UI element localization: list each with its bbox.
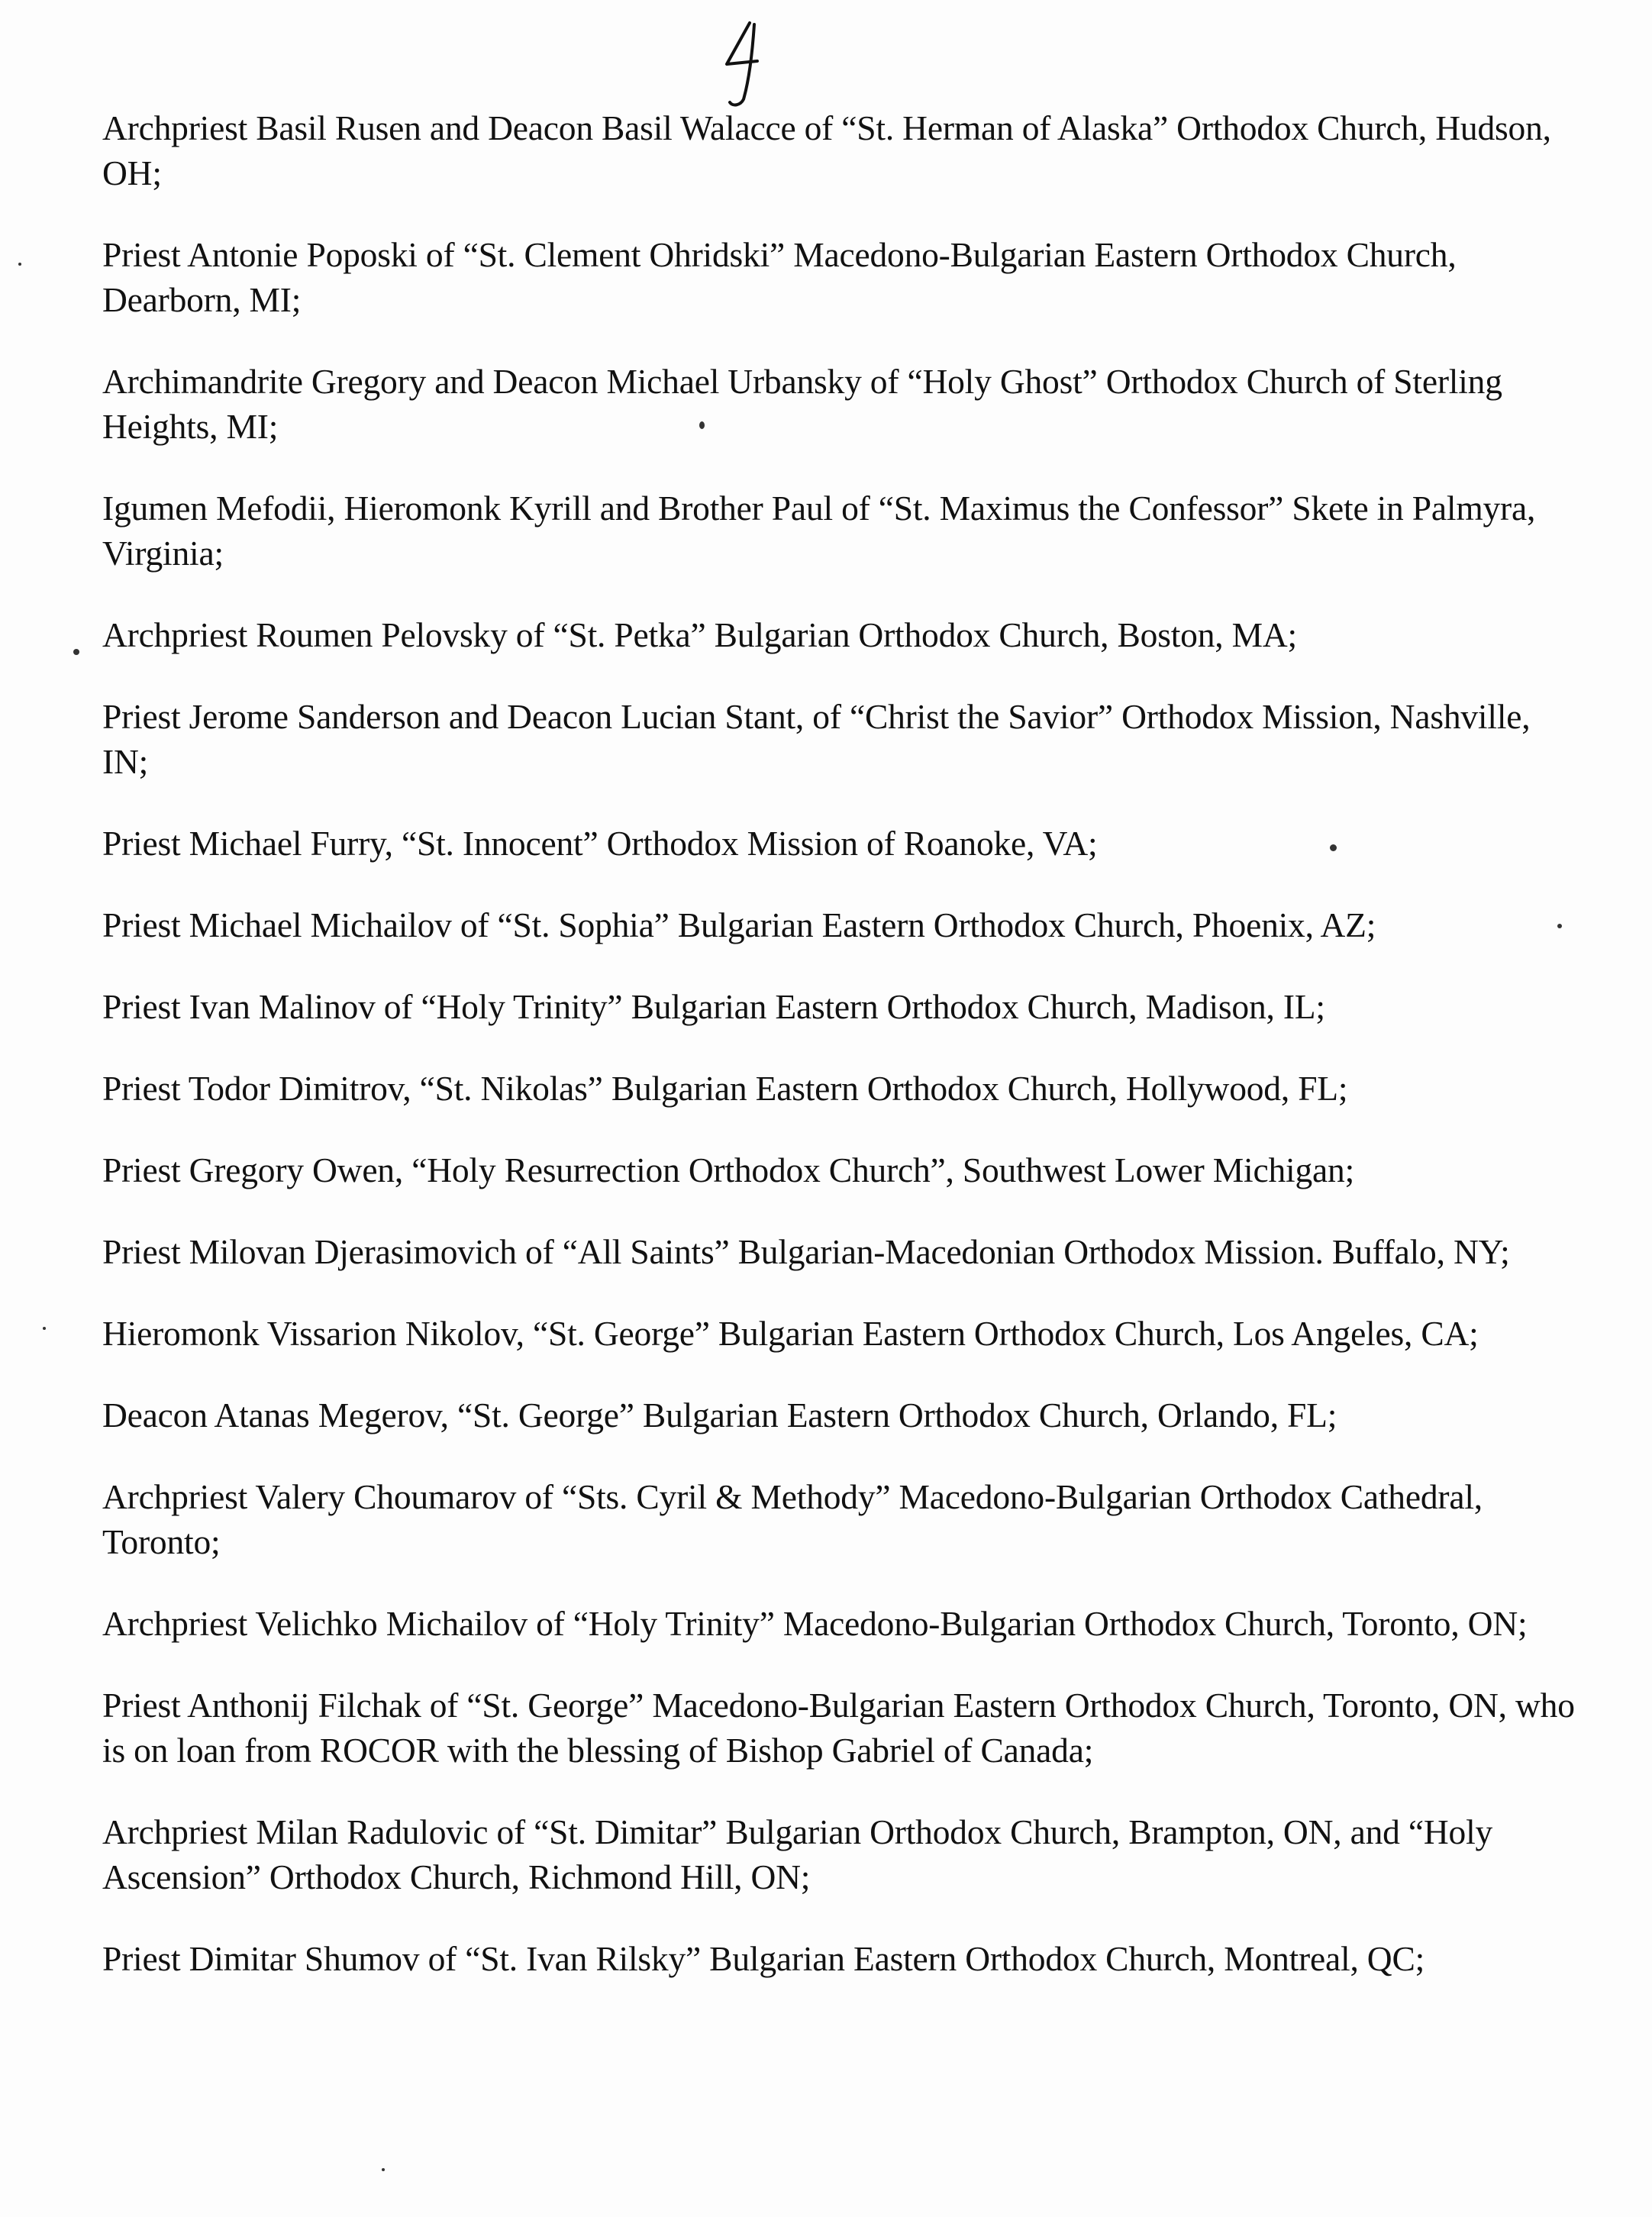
list-item: Archpriest Roumen Pelovsky of “St. Petka” Bulgarian Orthodox Church, Boston, MA; [102, 615, 1297, 654]
list-item: Archimandrite Gregory and Deacon Michael Urbansky of “Holy Ghost” Orthodox Church of Sterling Heights, MI; [102, 362, 1502, 446]
list-item: Priest Jerome Sanderson and Deacon Lucian Stant, of “Christ the Savior” Orthodox Mission, Nashville, IN; [102, 697, 1531, 781]
scan-speck [699, 421, 705, 429]
list-item: Priest Ivan Malinov of “Holy Trinity” Bulgarian Eastern Orthodox Church, Madison, IL; [102, 987, 1325, 1026]
clergy-list [102, 105, 1583, 2018]
list-item: Priest Todor Dimitrov, “St. Nikolas” Bulgarian Eastern Orthodox Church, Hollywood, FL; [102, 1069, 1348, 1108]
list-item: Deacon Atanas Megerov, “St. George” Bulgarian Eastern Orthodox Church, Orlando, FL; [102, 1396, 1337, 1434]
list-item: Archpriest Milan Radulovic of “St. Dimitar” Bulgarian Orthodox Church, Brampton, ON, and “Holy Ascension” Orthodox Church, Richmond Hill, ON; [102, 1812, 1493, 1896]
handwritten-numeral-mark [710, 17, 779, 108]
list-item: Priest Milovan Djerasimovich of “All Saints” Bulgarian-Macedonian Orthodox Mission. Buffalo, NY; [102, 1232, 1510, 1271]
scan-speck [43, 1327, 46, 1330]
list-item: Priest Michael Michailov of “St. Sophia” Bulgarian Eastern Orthodox Church, Phoenix, AZ; [102, 905, 1376, 944]
list-item: Priest Michael Furry, “St. Innocent” Orthodox Mission of Roanoke, VA; [102, 824, 1098, 863]
scan-speck [382, 2168, 385, 2171]
scan-speck [1557, 924, 1562, 928]
list-item: Archpriest Valery Choumarov of “Sts. Cyril & Methody” Macedono-Bulgarian Orthodox Cathedral, Toronto; [102, 1477, 1483, 1561]
list-item: Archpriest Basil Rusen and Deacon Basil Walacce of “St. Herman of Alaska” Orthodox Church, Hudson, OH; [102, 108, 1551, 192]
list-item: Hieromonk Vissarion Nikolov, “St. George” Bulgarian Eastern Orthodox Church, Los Angeles, CA; [102, 1314, 1479, 1353]
list-item: Priest Antonie Poposki of “St. Clement Ohridski” Macedono-Bulgarian Eastern Orthodox Church, Dearborn, MI; [102, 235, 1457, 319]
scan-speck [1330, 844, 1337, 851]
scan-speck [73, 649, 79, 655]
list-item: Priest Anthonij Filchak of “St. George” Macedono-Bulgarian Eastern Orthodox Church, Toronto, ON, who is on loan from ROCOR with the blessing of Bishop Gabriel of Canada; [102, 1686, 1575, 1770]
list-item: Igumen Mefodii, Hieromonk Kyrill and Brother Paul of “St. Maximus the Confessor” Skete in Palmyra, Virginia; [102, 489, 1536, 573]
handwritten-page-number [710, 17, 779, 108]
scan-speck [18, 263, 21, 266]
list-item: Priest Dimitar Shumov of “St. Ivan Rilsky” Bulgarian Eastern Orthodox Church, Montreal, QC; [102, 1939, 1425, 1978]
list-item: Priest Gregory Owen, “Holy Resurrection Orthodox Church”, Southwest Lower Michigan; [102, 1150, 1355, 1189]
list-item: Archpriest Velichko Michailov of “Holy Trinity” Macedono-Bulgarian Orthodox Church, Toronto, ON; [102, 1604, 1528, 1643]
